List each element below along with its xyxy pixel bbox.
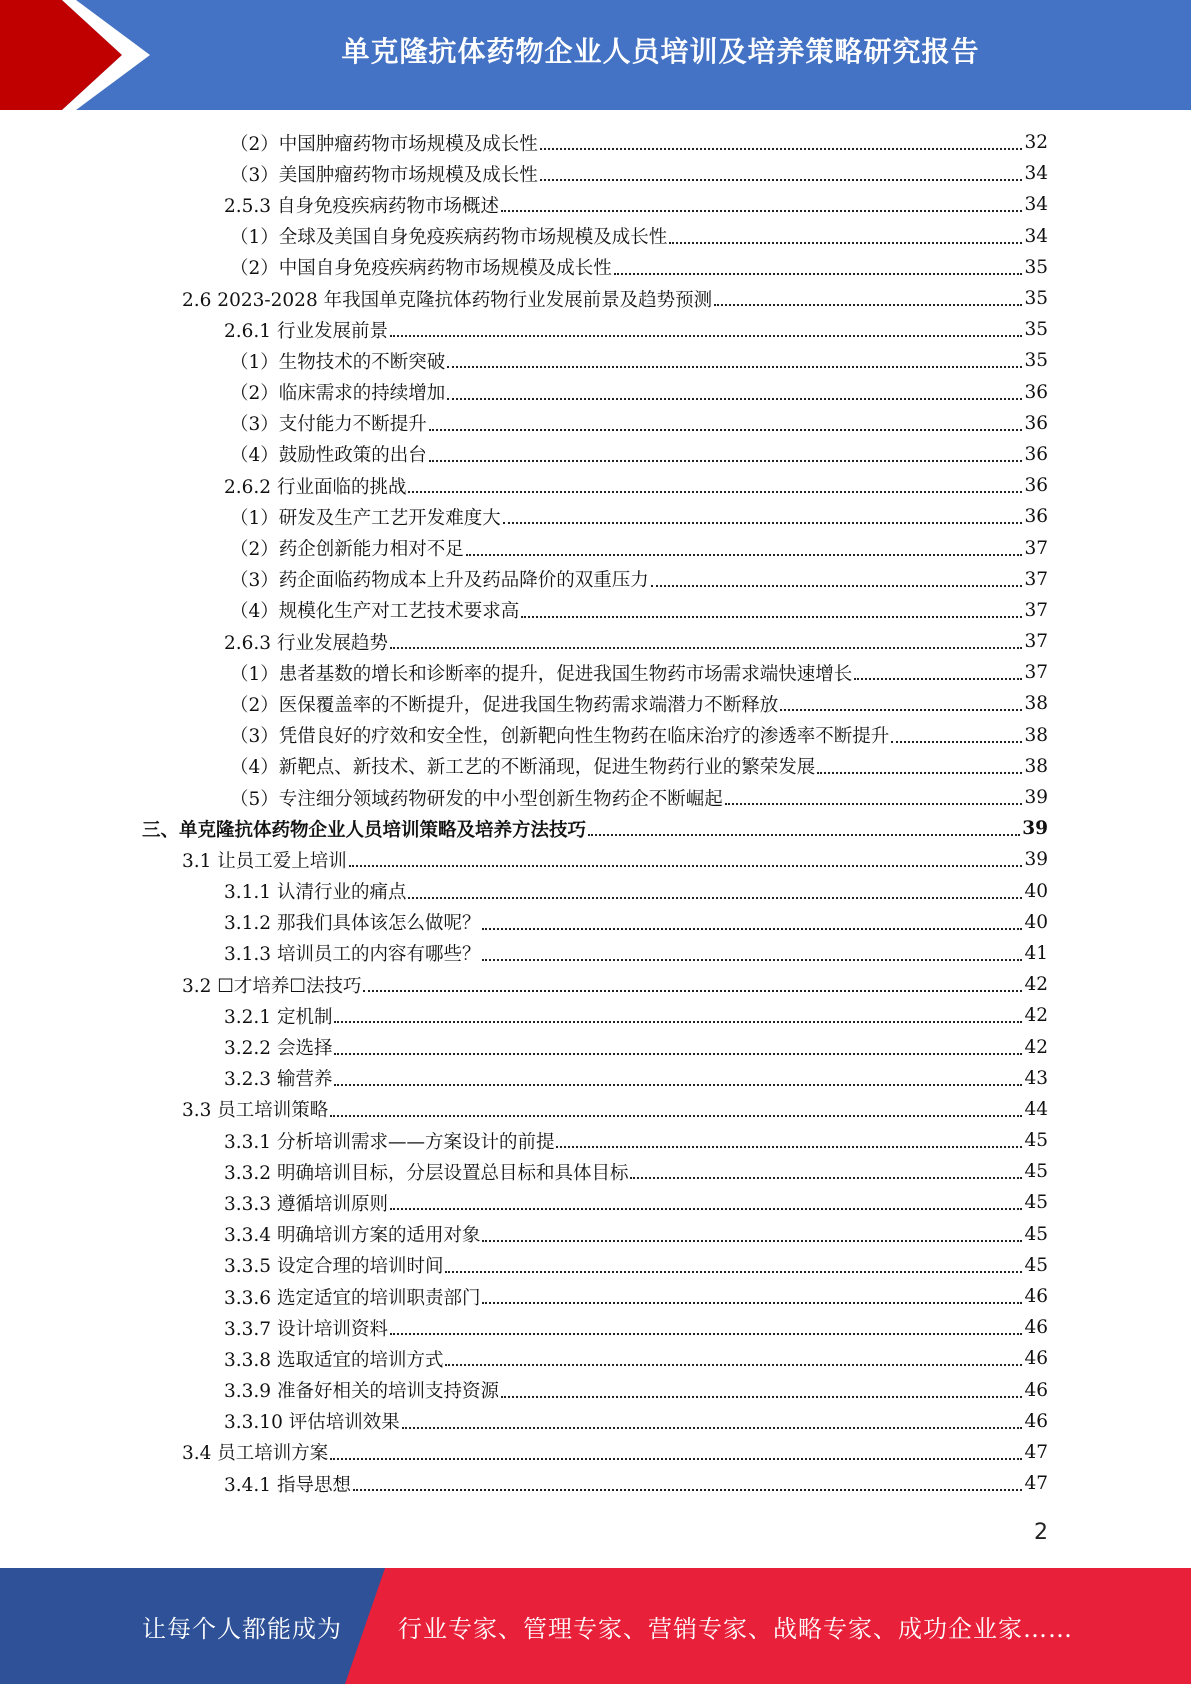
toc-entry-page: 37 xyxy=(1024,568,1048,590)
toc-entry-page: 34 xyxy=(1024,163,1048,185)
toc-entry-title: （1）患者基数的增长和诊断率的提升，促进我国生物药市场需求端快速增长 xyxy=(230,663,853,685)
toc-entry[interactable] xyxy=(142,876,1048,907)
toc-dot-leader xyxy=(390,646,1022,649)
toc-dot-leader xyxy=(466,553,1023,556)
toc-entry-page: 46 xyxy=(1024,1410,1048,1432)
toc-entry[interactable] xyxy=(142,127,1048,158)
toc-entry[interactable] xyxy=(142,1219,1048,1250)
toc-dot-leader xyxy=(482,958,1022,961)
toc-entry[interactable] xyxy=(142,813,1048,844)
toc-entry-page: 45 xyxy=(1024,1130,1048,1152)
toc-entry[interactable] xyxy=(142,969,1048,1000)
toc-entry[interactable] xyxy=(142,595,1048,626)
toc-entry[interactable] xyxy=(142,1468,1048,1499)
toc-entry[interactable] xyxy=(142,1187,1048,1218)
toc-entry[interactable] xyxy=(142,1375,1048,1406)
toc-entry-page: 39 xyxy=(1024,787,1048,809)
toc-entry-title: 3.3.5 设定合理的培训时间 xyxy=(224,1256,444,1278)
toc-entry-page: 43 xyxy=(1024,1067,1048,1089)
toc-entry-title: 3.3.9 准备好相关的培训支持资源 xyxy=(224,1381,499,1403)
toc-entry-title: 3.4.1 指导思想 xyxy=(224,1474,351,1496)
toc-entry-page: 45 xyxy=(1024,1254,1048,1276)
toc-entry-title: 2.6 2023-2028 年我国单克隆抗体药物行业发展前景及趋势预测 xyxy=(182,289,713,311)
toc-entry[interactable] xyxy=(142,470,1048,501)
toc-entry-page: 38 xyxy=(1024,724,1048,746)
toc-entry-title: 3.2.1 定机制 xyxy=(224,1006,333,1028)
toc-dot-leader xyxy=(588,833,1020,836)
toc-entry[interactable] xyxy=(142,657,1048,688)
toc-dot-leader xyxy=(503,521,1023,524)
toc-entry[interactable] xyxy=(142,1000,1048,1031)
toc-entry[interactable] xyxy=(142,1125,1048,1156)
toc-dot-leader xyxy=(501,209,1022,212)
toc-entry-page: 44 xyxy=(1024,1098,1048,1120)
toc-entry[interactable] xyxy=(142,221,1048,252)
toc-dot-leader xyxy=(651,584,1023,587)
toc-entry-title: 2.6.3 行业发展趋势 xyxy=(224,632,388,654)
toc-entry-page: 38 xyxy=(1024,755,1048,777)
toc-entry-title: （2）医保覆盖率的不断提升，促进我国生物药需求端潜力不断释放 xyxy=(230,694,779,716)
toc-dot-leader xyxy=(330,1114,1022,1117)
toc-dot-leader xyxy=(556,1145,1022,1148)
toc-entry-title: 2.6.2 行业面临的挑战 xyxy=(224,476,407,498)
toc-dot-leader xyxy=(482,927,1022,930)
toc-dot-leader xyxy=(334,1083,1022,1086)
toc-entry-page: 39 xyxy=(1024,849,1048,871)
toc-dot-leader xyxy=(445,1363,1022,1366)
footer-slogan-right: 行业专家、管理专家、营销专家、战略专家、成功企业家…… xyxy=(398,1614,1073,1643)
toc-entry[interactable] xyxy=(142,345,1048,376)
toc-entry-title: （4）鼓励性政策的出台 xyxy=(230,445,427,467)
toc-entry-title: 3.1.2 那我们具体该怎么做呢？ xyxy=(224,913,481,935)
toc-entry[interactable] xyxy=(142,1156,1048,1187)
page-number: 2 xyxy=(1034,1520,1048,1545)
toc-entry-page: 37 xyxy=(1024,537,1048,559)
toc-entry-title: （3）药企面临药物成本上升及药品降价的双重压力 xyxy=(230,570,649,592)
toc-entry-page: 38 xyxy=(1024,693,1048,715)
toc-dot-leader xyxy=(614,272,1023,275)
toc-entry-title: 3.2.2 会选择 xyxy=(224,1038,333,1060)
toc-entry-title: 3.3.4 明确培训方案的适用对象 xyxy=(224,1225,481,1247)
toc-dot-leader xyxy=(669,241,1022,244)
toc-entry[interactable] xyxy=(142,532,1048,563)
toc-entry-title: （1）生物技术的不断突破 xyxy=(230,351,446,373)
toc-entry[interactable] xyxy=(142,1312,1048,1343)
toc-dot-leader xyxy=(353,1488,1023,1491)
toc-dot-leader xyxy=(817,771,1022,774)
toc-entry-title: （4）新靶点、新技术、新工艺的不断涌现，促进生物药行业的繁荣发展 xyxy=(230,757,816,779)
toc-dot-leader xyxy=(540,178,1023,181)
toc-dot-leader xyxy=(447,397,1022,400)
toc-dot-leader xyxy=(429,428,1023,431)
toc-entry-title: （2）中国肿瘤药物市场规模及成长性 xyxy=(230,133,538,155)
toc-entry-page: 36 xyxy=(1024,381,1048,403)
toc-entry[interactable] xyxy=(142,158,1048,189)
toc-entry[interactable] xyxy=(142,564,1048,595)
toc-entry[interactable] xyxy=(142,1281,1048,1312)
toc-dot-leader xyxy=(501,1395,1022,1398)
toc-entry-title: （4）规模化生产对工艺技术要求高 xyxy=(230,601,520,623)
toc-entry-title: （3）支付能力不断提升 xyxy=(230,414,427,436)
toc-entry-title: （5）专注细分领域药物研发的中小型创新生物药企不断崛起 xyxy=(230,788,723,810)
toc-dot-leader xyxy=(780,708,1022,711)
toc-entry-page: 40 xyxy=(1024,880,1048,902)
toc-dot-leader xyxy=(891,740,1022,743)
toc-entry-title: 3.3.2 明确培训目标，分层设置总目标和具体目标 xyxy=(224,1162,629,1184)
toc-dot-leader xyxy=(363,989,1022,992)
toc-entry-title: 3.3.1 分析培训需求——方案设计的前提 xyxy=(224,1131,555,1153)
toc-entry-title: （2）临床需求的持续增加 xyxy=(230,383,446,405)
toc-entry-page: 36 xyxy=(1024,506,1048,528)
toc-entry-page: 41 xyxy=(1024,942,1048,964)
toc-entry-page: 46 xyxy=(1024,1379,1048,1401)
toc-entry[interactable] xyxy=(142,377,1048,408)
toc-entry-title: 2.6.1 行业发展前景 xyxy=(224,320,388,342)
toc-entry-title: 3.3.6 选定适宜的培训职责部门 xyxy=(224,1287,481,1309)
toc-entry-title: 3.3.10 评估培训效果 xyxy=(224,1412,400,1434)
toc-entry-title: 3.3.7 设计培训资料 xyxy=(224,1318,388,1340)
toc-entry-title: 三、单克隆抗体药物企业人员培训策略及培养方法技巧 xyxy=(142,819,587,841)
toc-entry[interactable] xyxy=(142,189,1048,220)
toc-entry[interactable] xyxy=(142,626,1048,657)
toc-entry-page: 46 xyxy=(1024,1286,1048,1308)
page-footer xyxy=(0,1568,1191,1684)
toc-dot-leader xyxy=(349,864,1023,867)
toc-entry[interactable] xyxy=(142,751,1048,782)
toc-dot-leader xyxy=(447,365,1022,368)
footer-slogan-left: 让每个人都能成为 xyxy=(142,1614,342,1643)
toc-dot-leader xyxy=(854,677,1022,680)
toc-entry[interactable] xyxy=(142,314,1048,345)
toc-entry[interactable] xyxy=(142,439,1048,470)
toc-entry[interactable] xyxy=(142,1406,1048,1437)
toc-entry-page: 40 xyxy=(1024,911,1048,933)
toc-dot-leader xyxy=(390,1207,1022,1210)
toc-entry-title: 3.3.8 选取适宜的培训方式 xyxy=(224,1349,444,1371)
toc-entry-page: 46 xyxy=(1024,1317,1048,1339)
toc-entry-title: （2）药企创新能力相对不足 xyxy=(230,539,464,561)
toc-entry-page: 35 xyxy=(1024,288,1048,310)
toc-dot-leader xyxy=(390,334,1022,337)
toc-entry-page: 36 xyxy=(1024,443,1048,465)
toc-entry-page: 32 xyxy=(1024,132,1048,154)
toc-entry-page: 46 xyxy=(1024,1348,1048,1370)
toc-entry-title: 3.1 让员工爱上培训 xyxy=(182,850,347,872)
toc-entry-page: 45 xyxy=(1024,1192,1048,1214)
toc-dot-leader xyxy=(429,459,1023,462)
toc-entry-title: （1）全球及美国自身免疫疾病药物市场规模及成长性 xyxy=(230,227,668,249)
toc-entry-title: 3.1.3 培训员工的内容有哪些？ xyxy=(224,944,481,966)
toc-entry-title: （3）美国肿瘤药物市场规模及成长性 xyxy=(230,164,538,186)
toc-entry-page: 42 xyxy=(1024,974,1048,996)
toc-entry[interactable] xyxy=(142,907,1048,938)
toc-entry-title: 3.4 员工培训方案 xyxy=(182,1443,329,1465)
toc-entry-title: （1）研发及生产工艺开发难度大 xyxy=(230,507,501,529)
toc-entry-title: 3.3.3 遵循培训原则 xyxy=(224,1193,388,1215)
toc-entry-title: 3.2 ☐才培养☐法技巧 xyxy=(182,975,362,997)
toc-dot-leader xyxy=(334,1020,1022,1023)
toc-entry[interactable] xyxy=(142,1250,1048,1281)
toc-entry[interactable] xyxy=(142,844,1048,875)
toc-entry-page: 37 xyxy=(1024,631,1048,653)
toc-entry-page: 35 xyxy=(1024,350,1048,372)
page-header xyxy=(0,0,1191,110)
toc-entry[interactable] xyxy=(142,938,1048,969)
toc-entry-page: 42 xyxy=(1024,1036,1048,1058)
toc-entry-page: 47 xyxy=(1024,1441,1048,1463)
toc-entry-page: 37 xyxy=(1024,662,1048,684)
toc-entry[interactable] xyxy=(142,501,1048,532)
toc-entry-title: 3.2.3 输营养 xyxy=(224,1069,333,1091)
toc-dot-leader xyxy=(482,1301,1022,1304)
toc-entry-page: 42 xyxy=(1024,1005,1048,1027)
toc-dot-leader xyxy=(482,1239,1022,1242)
toc-dot-leader xyxy=(445,1270,1022,1273)
toc-entry[interactable] xyxy=(142,252,1048,283)
report-title: 单克隆抗体药物企业人员培训及培养策略研究报告 xyxy=(341,35,980,68)
toc-dot-leader xyxy=(521,615,1022,618)
toc-entry[interactable] xyxy=(142,720,1048,751)
toc-dot-leader xyxy=(334,1052,1022,1055)
toc-entry[interactable] xyxy=(142,1094,1048,1125)
toc-entry-page: 37 xyxy=(1024,599,1048,621)
toc-entry-title: （2）中国自身免疫疾病药物市场规模及成长性 xyxy=(230,258,612,280)
toc-entry-page: 34 xyxy=(1024,225,1048,247)
toc-entry-page: 39 xyxy=(1022,818,1048,840)
toc-entry[interactable] xyxy=(142,688,1048,719)
toc-entry[interactable] xyxy=(142,782,1048,813)
toc-entry-title: 2.5.3 自身免疫疾病药物市场概述 xyxy=(224,195,499,217)
toc-entry-title: 3.1.1 认清行业的痛点 xyxy=(224,882,407,904)
toc-entry-page: 45 xyxy=(1024,1223,1048,1245)
toc-dot-leader xyxy=(330,1457,1022,1460)
toc-dot-leader xyxy=(540,147,1023,150)
toc-dot-leader xyxy=(390,1332,1022,1335)
toc-dot-leader xyxy=(408,490,1022,493)
toc-entry-page: 35 xyxy=(1024,319,1048,341)
toc-entry-page: 34 xyxy=(1024,194,1048,216)
toc-entry-title: （3）凭借良好的疗效和安全性，创新靶向性生物药在临床治疗的渗透率不断提升 xyxy=(230,726,890,748)
toc-dot-leader xyxy=(402,1426,1023,1429)
toc-entry[interactable] xyxy=(142,408,1048,439)
toc-dot-leader xyxy=(714,303,1022,306)
toc-entry-page: 35 xyxy=(1024,256,1048,278)
toc-dot-leader xyxy=(630,1176,1022,1179)
toc-entry[interactable] xyxy=(142,1437,1048,1468)
toc-entry[interactable] xyxy=(142,283,1048,314)
table-of-contents xyxy=(142,127,1048,1499)
toc-entry-page: 36 xyxy=(1024,475,1048,497)
toc-dot-leader xyxy=(725,802,1023,805)
toc-entry-title: 3.3 员工培训策略 xyxy=(182,1100,329,1122)
toc-entry-page: 36 xyxy=(1024,412,1048,434)
toc-dot-leader xyxy=(408,896,1022,899)
toc-entry-page: 45 xyxy=(1024,1161,1048,1183)
toc-entry-page: 47 xyxy=(1024,1473,1048,1495)
toc-entry[interactable] xyxy=(142,1031,1048,1062)
toc-entry[interactable] xyxy=(142,1343,1048,1374)
toc-entry[interactable] xyxy=(142,1063,1048,1094)
